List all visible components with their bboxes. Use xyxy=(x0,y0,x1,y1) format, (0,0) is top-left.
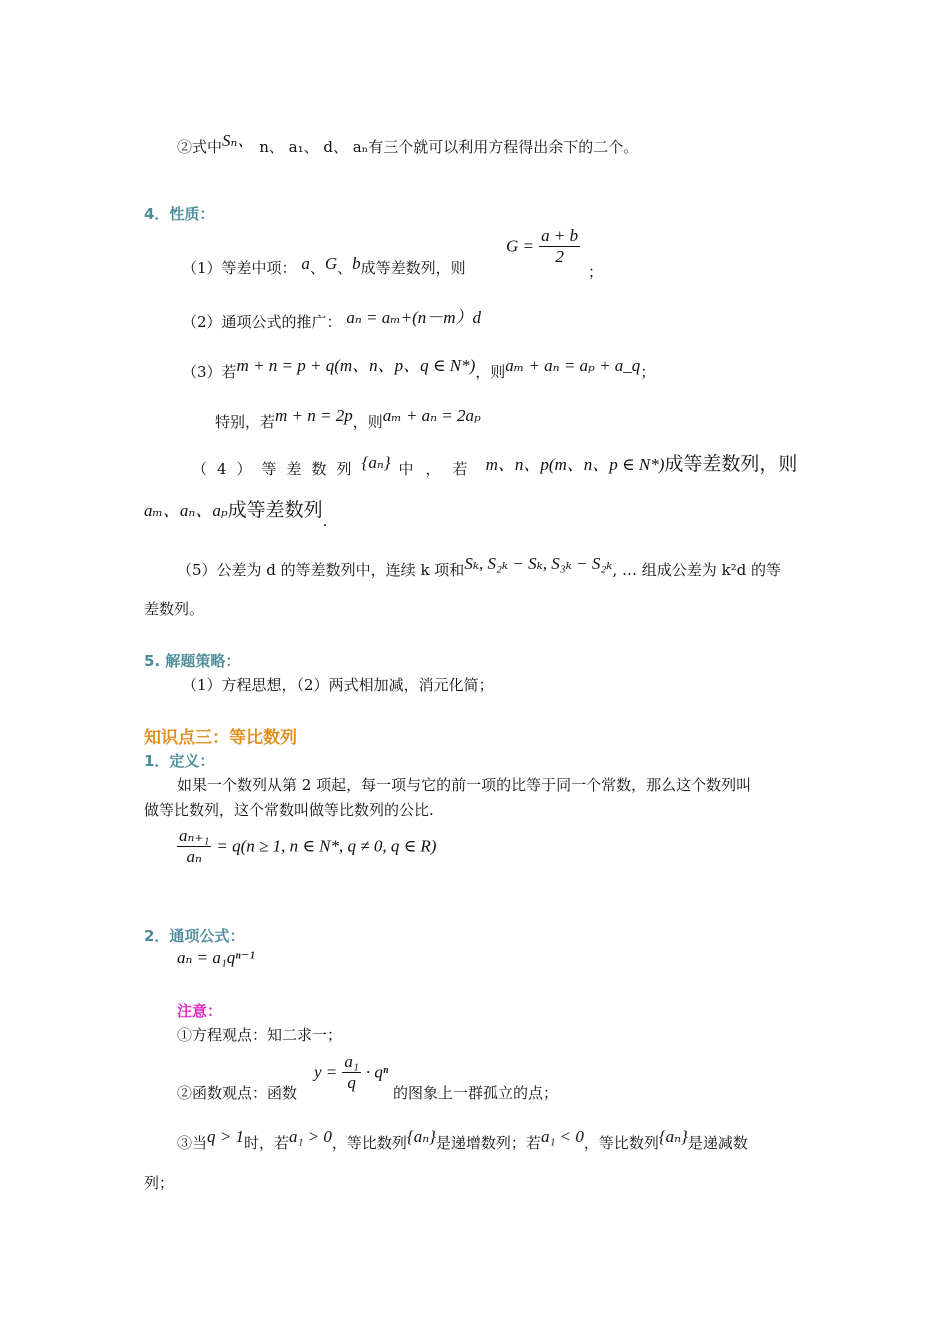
item5-formula: Sₖ, S₂ₖ − Sₖ, S₃ₖ − S₂ₖ xyxy=(464,554,613,573)
var-g: G xyxy=(324,254,338,273)
d-symbol: d、 xyxy=(323,138,348,156)
item4-line2-tail: 成等差数列 xyxy=(227,499,323,521)
item4-tail: 成等差数列，则 xyxy=(664,453,798,475)
item3b-then: ，则 xyxy=(352,413,383,431)
kp3-title: 知识点三：等比数列 xyxy=(144,728,297,748)
kp3-def-line2: 做等比数列，这个常数叫做等比数列的公比. xyxy=(144,801,434,819)
note3-e: ，等比数列 xyxy=(583,1134,659,1152)
sep: 、 xyxy=(309,259,325,277)
kp3-gen-formula: aₙ = a₁qⁿ⁻¹ xyxy=(177,948,255,967)
section4-heading: 4．性质： xyxy=(144,205,215,223)
item4-mid: 中，若 xyxy=(398,460,480,478)
item1-end: ； xyxy=(588,263,604,281)
item5-text2: , … 组成公差为 k²d 的等 xyxy=(612,561,782,579)
item5-text1: （5）公差为 d 的等差数列中，连续 k 项和 xyxy=(177,561,465,579)
formula-lhs: G = xyxy=(506,236,534,256)
note3-f: 是递减数 xyxy=(687,1134,748,1152)
item3-then: ，则 xyxy=(475,363,506,381)
section5-text: （1）方程思想，（2）两式相加减，消元化简； xyxy=(182,676,494,694)
item4-end: . xyxy=(322,512,328,530)
ratio-rhs: = q(n ≥ 1, n ∈ N*, q ≠ 0, q ∈ R) xyxy=(216,836,437,856)
note-heading: 注意： xyxy=(177,1002,223,1020)
property-4 xyxy=(192,453,798,479)
property-3b xyxy=(215,406,481,432)
var-b: b xyxy=(352,254,361,273)
formula2-note xyxy=(177,131,639,157)
item4-label: （4）等差数列 xyxy=(192,460,362,478)
kp3-gen-heading: 2．通项公式： xyxy=(144,927,245,945)
item3b-formula: aₘ + aₙ = 2aₚ xyxy=(382,406,481,425)
kp3-def-line1: 如果一个数列从第 2 项起，每一项与它的前一项的比等于同一个常数，那么这个数列叫 xyxy=(177,776,752,794)
item3-cond: m + n = p + q(m、n、p、q ∈ N*) xyxy=(236,356,476,375)
section5-heading: 5. 解题策略： xyxy=(144,652,241,670)
ratio-numerator: aₙ₊₁ xyxy=(179,826,210,845)
sum-symbol: Sₙ、 xyxy=(222,131,255,150)
function-lhs: y = xyxy=(314,1062,338,1082)
property-2 xyxy=(182,308,482,332)
note-3-line2: 列； xyxy=(144,1174,175,1192)
note3-a1neg: a₁ < 0 xyxy=(540,1127,584,1146)
ratio-denominator: aₙ xyxy=(177,846,211,867)
text-suffix: 有三个就可以利用方程得出余下的二个。 xyxy=(368,138,639,156)
function-fraction xyxy=(342,1052,360,1093)
property-1 xyxy=(182,254,466,278)
property-4-line2 xyxy=(144,499,328,530)
item4-cond: m、n、p(m、n、p ∈ N*) xyxy=(485,455,665,474)
note3-c: ，等比数列 xyxy=(331,1134,407,1152)
ratio-fraction xyxy=(177,826,211,867)
function-formula xyxy=(314,1052,388,1093)
note-3 xyxy=(177,1127,748,1153)
note3-a: ③当 xyxy=(177,1134,208,1152)
note-1: ①方程观点：知二求一； xyxy=(177,1026,343,1044)
kp3-def-heading: 1．定义： xyxy=(144,752,215,770)
note3-b: 时，若 xyxy=(244,1134,290,1152)
note3-d: 是递增数列；若 xyxy=(435,1134,541,1152)
ratio-formula xyxy=(177,826,436,867)
note3-seq2: {aₙ} xyxy=(658,1127,688,1146)
item3b-label: 特别，若 xyxy=(215,413,276,431)
note-2-tail: 的图象上一群孤立的点； xyxy=(393,1084,559,1102)
item2-label: （2）通项公式的推广： xyxy=(182,313,342,331)
item2-formula: aₙ = aₘ+(n－m）d xyxy=(346,308,482,327)
numerator: a + b xyxy=(541,226,579,245)
text-prefix: ②式中 xyxy=(177,138,223,156)
property-5 xyxy=(177,554,782,580)
item4-line2: aₘ、aₙ、aₚ xyxy=(144,501,228,520)
function-numerator: a₁ xyxy=(344,1052,359,1071)
item4-seq: {aₙ} xyxy=(361,453,391,472)
note-2: ②函数观点：函数 xyxy=(177,1084,298,1102)
n-symbol: n、 xyxy=(259,138,284,156)
note3-a1pos: a₁ > 0 xyxy=(289,1127,332,1146)
item3b-cond: m + n = 2p xyxy=(275,406,353,425)
midterm-formula xyxy=(506,226,580,267)
var-a: a xyxy=(301,254,310,273)
function-rhs: · qⁿ xyxy=(365,1062,389,1082)
note3-q: q > 1 xyxy=(207,1127,244,1146)
property-5-line2: 差数列。 xyxy=(144,600,205,618)
property-3 xyxy=(182,356,656,382)
a1-symbol: a₁、 xyxy=(288,138,319,156)
an-symbol: aₙ xyxy=(352,138,369,156)
item3-label: （3）若 xyxy=(182,363,237,381)
item3-formula: aₘ + aₙ = aₚ + a_q xyxy=(505,356,641,375)
fraction xyxy=(539,226,580,267)
item1-text: 成等差数列，则 xyxy=(360,259,466,277)
sep: 、 xyxy=(337,259,353,277)
note3-seq1: {aₙ} xyxy=(406,1127,436,1146)
item1-label: （1）等差中项： xyxy=(182,259,297,277)
item3-end: ； xyxy=(640,363,656,381)
denominator: 2 xyxy=(539,246,580,267)
function-denominator: q xyxy=(342,1072,360,1093)
